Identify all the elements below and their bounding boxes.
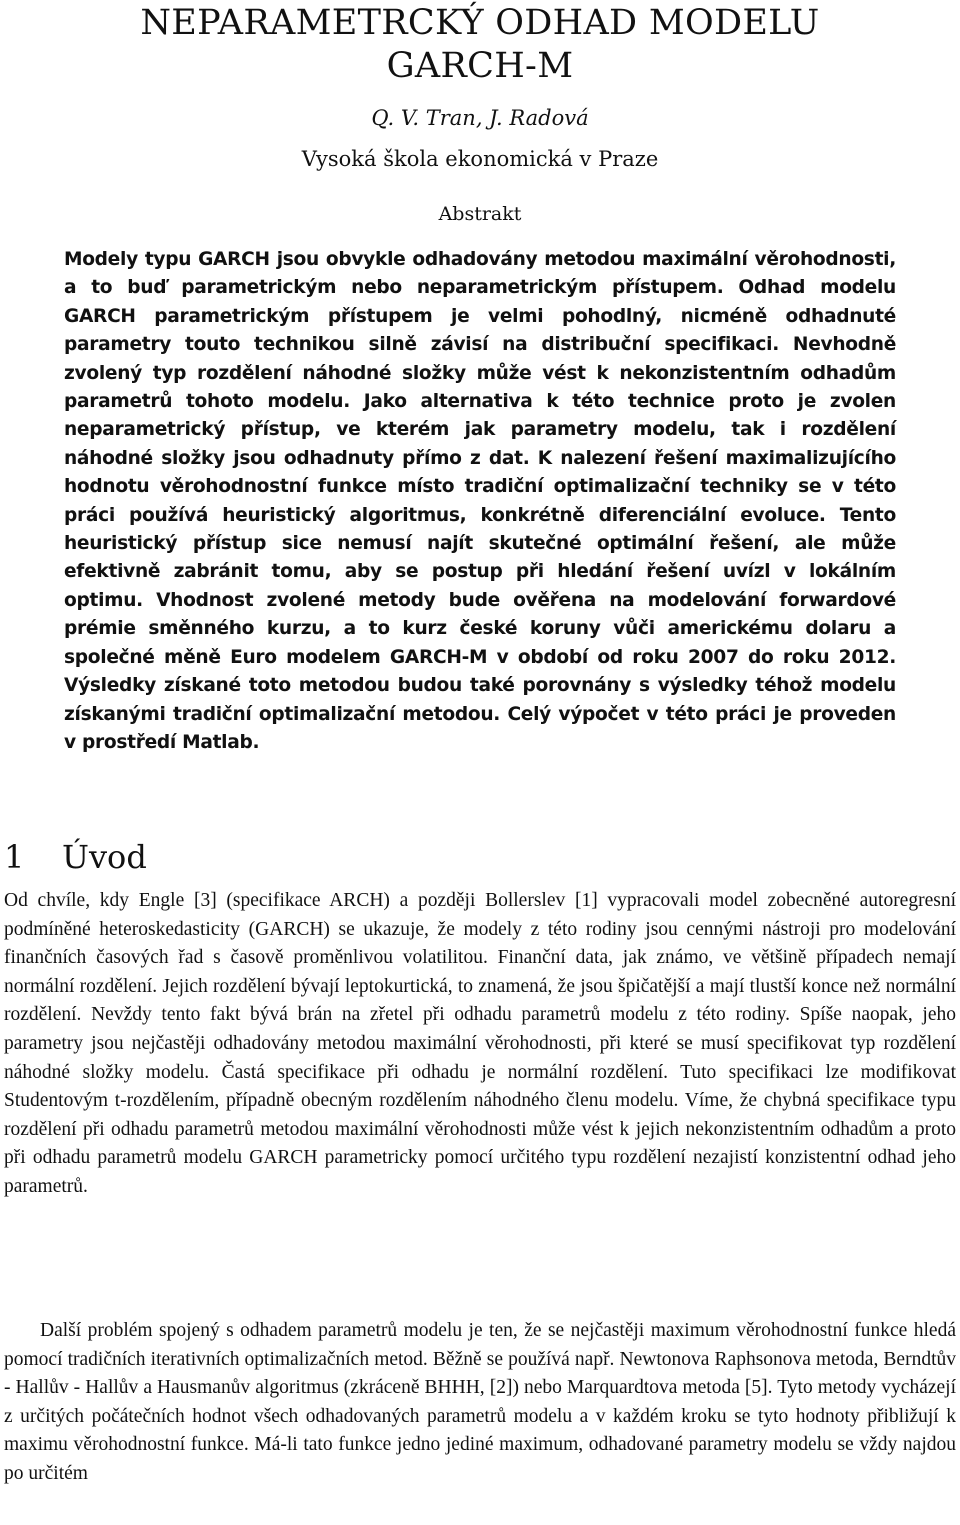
title-line-2: GARCH-M [386, 46, 574, 86]
title-line-1: NEPARAMETRCKÝ ODHAD MODELU [140, 3, 820, 43]
section-number: 1 [4, 838, 25, 876]
authors: Q. V. Tran, J. Radová [371, 106, 589, 130]
section-title: Úvod [62, 838, 147, 876]
paragraph-2: Další problém spojený s odhadem parametrů modelu je ten, že se nejčastěji maximum věrohodnostní funkce hledá pomocí tradičních iterativních optimalizačních metod. Běžně se používá např. Newtonova Raphsonova metoda, Berndtův - Hallův - Hallův a Hausmanův algoritmus (zkráceně BHHH, [2]) nebo Marquardtova metoda [5]. Tyto metody vycházejí z určitých počátečních hodnot všech odhadovaných parametrů modelu a v každém kroku se tyto hodnoty přibližují k maximu věrohodnostní funkce. Má-li tato funkce jedno jediné maximum, odhadované parametry modelu se vždy najdou po určitém [4, 1320, 956, 1484]
section-heading [4, 838, 147, 876]
affiliation: Vysoká škola ekonomická v Praze [301, 147, 659, 171]
paper-title [60, 2, 900, 88]
paragraph-1: Od chvíle, kdy Engle [3] (specifikace ARCH) a později Bollerslev [1] vypracovali model zobecněné autoregresní podmíněné heteroskedasticity (GARCH) se ukazuje, že modely z této rodiny jsou cennými nástroji pro modelování finančních časových řad s časově proměnlivou volatilitou. Finanční data, jak známo, ve většině případech nemají normální rozdělení. Jejich rozdělení bývají leptokurtická, to znamená, že jsou špičatější a mají tlustší konce než normální rozdělení. Nevždy tento fakt bývá brán na zřetel při odhadu parametrů modelu z této rodiny. Spíše naopak, jeho parametry jsou nejčastěji odhadovány metodou maximální věrohodnosti, při které se musí specifikovat typ rozdělení náhodné složky modelu. Častá specifikace při odhadu je normální rozdělení. Tuto specifikaci lze modifikovat Studentovým t-rozdělením, případně obecným rozdělením náhodného členu modelu. Víme, že chybná specifikace typu rozdělení při odhadu parametrů metodou maximální věrohodnosti může vést k jejich nekonzistentním odhadům a proto při odhadu parametrů modelu GARCH parametricky pomocí určitého typu rozdělení nezajistí konzistentní odhad jeho parametrů. [4, 890, 956, 1197]
abstract-text: Modely typu GARCH jsou obvykle odhadovány metodou maximální věrohodnosti, a to buď parametrickým nebo neparametrickým přístupem. Odhad modelu GARCH parametrickým přístupem je velmi pohodlný, nicméně odhadnuté parametry touto technikou silně závisí na distribuční specifikaci. Nevhodně zvolený typ rozdělení náhodné složky může vést k nekonzistentním odhadům parametrů tohoto modelu. Jako alternativa k této technice proto je zvolen neparametrický přístup, ve kterém jak parametry modelu, tak i rozdělení náhodné složky jsou odhadnuty přímo z dat. K nalezení řešení maximalizujícího hodnotu věrohodnostní funkce místo tradiční optimalizační techniky se v této práci používá heuristický algoritmus, konkrétně diferenciální evoluce. Tento heuristický přístup sice nemusí najít skutečné optimální řešení, ale může efektivně zabránit tomu, aby se postup při hledání řešení uvízl v lokálním optimu. Vhodnost zvolené metody bude ověřena na modelování forwardové prémie směnného kurzu, a to kurz české koruny vůči americkému dolaru a společné měně Euro modelem GARCH-M v období od roku 2007 do roku 2012. Výsledky získané toto metodou budou také porovnány s výsledky téhož modelu získanými tradiční optimalizační metodou. Celý výpočet v této práci je proveden v prostředí Matlab. [64, 249, 896, 753]
abstract-heading: Abstrakt [438, 203, 522, 225]
